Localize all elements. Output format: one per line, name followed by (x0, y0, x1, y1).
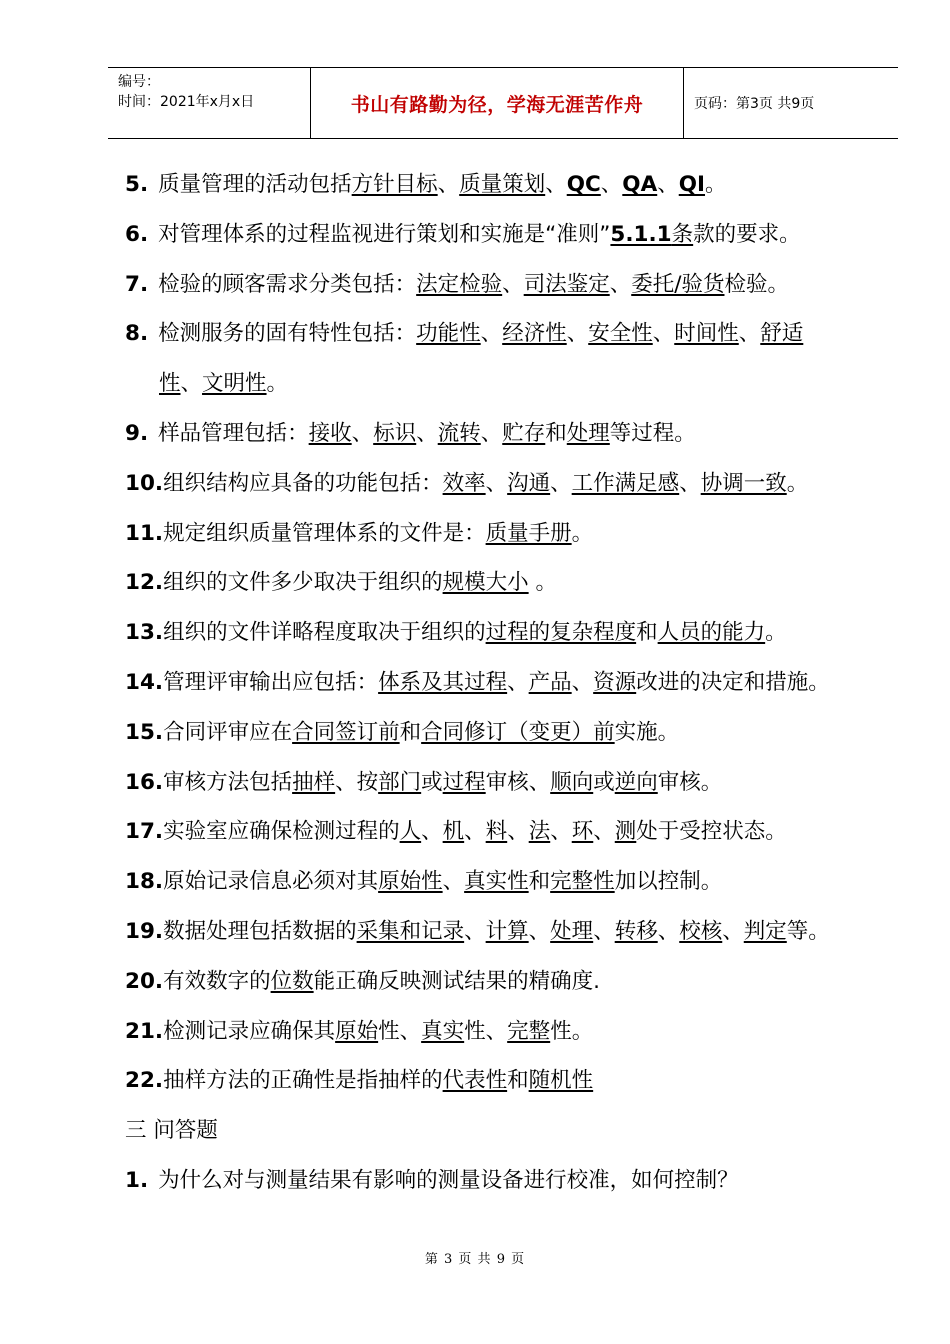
list-item (125, 957, 945, 1007)
section-heading (125, 1106, 945, 1156)
answer-blank: 合同修订（变更）前 (421, 719, 615, 745)
item-number: 18. (125, 869, 164, 895)
date-label: 时间：2021年x月x日 (118, 94, 255, 110)
item-number: 6. (125, 221, 149, 247)
answer-blank: 安全性 (588, 321, 653, 347)
serial-number-label: 编号： (118, 74, 160, 90)
item-text: 和 (545, 420, 567, 446)
item-text: 对管理体系的过程监视进行策划和实施是“准则” (158, 221, 611, 247)
page-footer: 第 3 页 共 9 页 (424, 1252, 526, 1267)
answer-blank: 过程的复杂程度 (485, 620, 637, 646)
answer-blank: 真实 (421, 1018, 465, 1044)
item-text: 、 (351, 420, 374, 446)
item-text: 审核。 (657, 769, 723, 795)
item-text: 、 (679, 470, 701, 496)
answer-blank: QI (678, 172, 706, 197)
answer-blank: 质量手册 (485, 520, 572, 546)
answer-list (125, 160, 945, 1206)
item-number: 20. (125, 968, 164, 994)
list-item (125, 1056, 945, 1106)
answer-blank: 原始性 (378, 869, 443, 895)
item-number: 22. (125, 1068, 164, 1094)
item-text: 性、 (464, 1018, 508, 1044)
list-item (125, 1156, 945, 1206)
answer-blank: 体系及其过程 (378, 669, 508, 695)
item-text: 处于受控状态。 (636, 819, 787, 845)
item-text: 能正确反映测试结果的精确度. (313, 968, 600, 994)
item-number: 12. (125, 570, 164, 596)
answer-blank: 功能性 (416, 321, 481, 347)
item-text: 、按 (335, 769, 379, 795)
answer-blank: 处理 (566, 420, 610, 446)
list-item (125, 210, 945, 260)
item-text: 、 (738, 321, 761, 347)
answer-blank: 法定检验 (416, 271, 503, 297)
answer-blank: 司法鉴定 (523, 271, 610, 297)
item-number: 17. (125, 819, 164, 845)
item-text: 。 (266, 371, 289, 397)
item-number: 21. (125, 1018, 164, 1044)
answer-blank: 产品 (528, 669, 572, 695)
list-item (125, 558, 945, 608)
answer-blank: 机 (442, 819, 465, 845)
item-text: 组织的文件详略程度取决于组织的 (163, 620, 486, 646)
list-item (125, 160, 945, 210)
item-text: 有效数字的 (163, 968, 271, 994)
answer-blank: 采集和记录 (356, 918, 465, 944)
item-text: 、 (593, 819, 615, 845)
item-text: 检验。 (724, 271, 789, 297)
answer-blank: 校核 (679, 918, 723, 944)
answer-blank: 完整性 (550, 869, 615, 895)
item-text: 和 (399, 719, 422, 745)
answer-blank: 判定 (743, 918, 787, 944)
answer-blank: 完整 (507, 1018, 551, 1044)
item-text: 为什么对与测量结果有影响的测量设备进行校准，如何控制？ (158, 1167, 739, 1193)
answer-blank: 方针目标 (351, 172, 438, 197)
item-text: 、 (507, 669, 529, 695)
answer-blank: 过程 (442, 769, 486, 795)
list-item (125, 658, 945, 708)
item-text: 、 (464, 819, 486, 845)
header-page-cell (684, 68, 898, 138)
item-text: 、 (480, 321, 503, 347)
item-text: 、 (652, 321, 675, 347)
answer-blank: 逆向 (614, 769, 658, 795)
item-text: 、 (507, 819, 529, 845)
list-item (125, 708, 945, 758)
item-number: 9. (125, 420, 149, 446)
item-text: 、 (485, 470, 508, 496)
answer-blank: 真实性 (464, 869, 529, 895)
answer-blank: 合同签订前 (292, 719, 400, 745)
header-meta-cell (108, 68, 311, 138)
item-number: 11. (125, 520, 164, 546)
item-text: 三 问答题 (125, 1118, 218, 1144)
answer-blank: 标识 (373, 420, 417, 446)
list-item (125, 309, 945, 359)
answer-blank: 舒适 (760, 321, 804, 347)
item-text: 、 (480, 420, 503, 446)
item-text: 。 (528, 570, 557, 596)
item-text: 、 (437, 172, 460, 197)
item-text: 、 (416, 420, 438, 446)
item-text: 。 (571, 520, 594, 546)
answer-blank: 贮存 (502, 420, 546, 446)
list-item (125, 907, 945, 957)
item-text: 或 (593, 769, 615, 795)
item-text: 规定组织质量管理体系的文件是： (163, 520, 486, 546)
item-text: 抽样方法的正确性是指抽样的 (163, 1068, 443, 1094)
answer-blank: 环 (571, 819, 594, 845)
answer-blank: 文明性 (202, 371, 267, 397)
item-text: 检测记录应确保其 (163, 1018, 336, 1044)
item-text: 、 (657, 918, 680, 944)
item-text: 、 (464, 918, 486, 944)
answer-blank: 法 (528, 819, 551, 845)
item-text: 改进的决定和措施。 (636, 669, 830, 695)
item-text: 和 (507, 1068, 529, 1094)
item-number: 10. (125, 470, 164, 496)
item-text: 质量管理的活动包括 (158, 172, 352, 197)
answer-blank: 协调一致 (700, 470, 787, 496)
answer-blank: 时间性 (674, 321, 739, 347)
list-item (125, 608, 945, 658)
item-text: 、 (545, 172, 567, 197)
item-text: 组织的文件多少取决于组织的 (163, 570, 443, 596)
item-number: 13. (125, 620, 164, 646)
answer-blank: 流转 (437, 420, 481, 446)
item-text: 、 (722, 918, 744, 944)
list-item (125, 1007, 945, 1057)
item-number: 16. (125, 769, 164, 795)
item-text: 等过程。 (609, 420, 696, 446)
answer-blank: 工作满足感 (571, 470, 680, 496)
answer-blank: 效率 (442, 470, 486, 496)
answer-blank: 人 (399, 819, 422, 845)
item-text: 检测服务的固有特性包括： (158, 321, 417, 347)
item-text: 、 (442, 869, 465, 895)
item-text: 或 (421, 769, 443, 795)
item-text: 、 (609, 271, 632, 297)
list-item (125, 857, 945, 907)
answer-blank: 顺向 (550, 769, 594, 795)
item-number: 5. (125, 172, 149, 197)
item-text: 、 (550, 819, 572, 845)
answer-blank: 质量策划 (459, 172, 546, 197)
item-text: 。 (765, 620, 787, 646)
item-text: 等。 (786, 918, 830, 944)
item-text: 加以控制。 (614, 869, 723, 895)
answer-blank: 代表性 (442, 1068, 508, 1094)
item-text: 、 (528, 918, 551, 944)
item-text: 、 (657, 172, 679, 197)
item-number: 1. (125, 1167, 149, 1193)
item-text: 、 (550, 470, 572, 496)
item-text: 、 (571, 669, 594, 695)
answer-blank: 接收 (308, 420, 352, 446)
answer-blank: 人员的能力 (657, 620, 766, 646)
item-text: 实验室应确保检测过程的 (163, 819, 400, 845)
answer-blank: 测 (614, 819, 637, 845)
item-text: 、 (566, 321, 589, 347)
list-item (125, 409, 945, 459)
list-item (125, 509, 945, 559)
item-number: 19. (125, 918, 164, 944)
answer-blank: 性 (159, 371, 181, 397)
list-item (125, 260, 945, 310)
item-text: 、 (502, 271, 524, 297)
list-item (125, 758, 945, 808)
answer-blank: 抽样 (292, 769, 336, 795)
header-motto-cell (311, 68, 684, 138)
answer-blank: QC (566, 172, 601, 197)
answer-blank: 委托/验货 (631, 271, 725, 297)
item-number: 8. (125, 321, 149, 347)
item-text: 款的要求。 (693, 221, 801, 247)
item-text: 合同评审应在 (163, 719, 293, 745)
answer-blank: 沟通 (507, 470, 551, 496)
answer-blank: 处理 (550, 918, 594, 944)
item-text: 和 (528, 869, 551, 895)
item-text: 性、 (378, 1018, 422, 1044)
answer-blank: 经济性 (502, 321, 567, 347)
list-item (125, 807, 945, 857)
item-text: 审核、 (485, 769, 551, 795)
item-text: 检验的顾客需求分类包括： (158, 271, 417, 297)
answer-blank: 原始 (335, 1018, 379, 1044)
item-number: 15. (125, 719, 164, 745)
page-info: 页码：第3页 共9页 (694, 96, 815, 112)
item-text: 、 (593, 918, 615, 944)
answer-blank: 计算 (485, 918, 529, 944)
list-item-continuation (125, 359, 945, 409)
item-text: 。 (786, 470, 809, 496)
list-item (125, 459, 945, 509)
item-text: 数据处理包括数据的 (163, 918, 357, 944)
answer-blank: 条 (671, 221, 694, 247)
item-number: 7. (125, 271, 149, 297)
answer-blank: 随机性 (528, 1068, 594, 1094)
item-text: 样品管理包括： (158, 420, 309, 446)
item-text: 实施。 (614, 719, 680, 745)
item-text: 、 (421, 819, 443, 845)
answer-blank: 部门 (378, 769, 422, 795)
item-text: 性。 (550, 1018, 594, 1044)
item-text: 审核方法包括 (163, 769, 293, 795)
answer-blank: 转移 (614, 918, 658, 944)
item-text: 管理评审输出应包括： (163, 669, 379, 695)
item-text: 。 (705, 172, 727, 197)
answer-blank: 5.1.1 (610, 221, 672, 247)
item-text: 组织结构应具备的功能包括： (163, 470, 443, 496)
item-text: 原始记录信息必须对其 (163, 869, 379, 895)
answer-blank: QA (622, 172, 658, 197)
answer-blank: 位数 (270, 968, 314, 994)
item-text: 和 (636, 620, 658, 646)
motto-text: 书山有路勤为径，学海无涯苦作舟 (350, 94, 644, 116)
answer-blank: 规模大小 (442, 570, 529, 596)
answer-blank: 资源 (593, 669, 637, 695)
item-text: 、 (600, 172, 623, 197)
answer-blank: 料 (485, 819, 508, 845)
item-number: 14. (125, 669, 164, 695)
item-text: 、 (180, 371, 203, 397)
document-header (108, 67, 898, 139)
